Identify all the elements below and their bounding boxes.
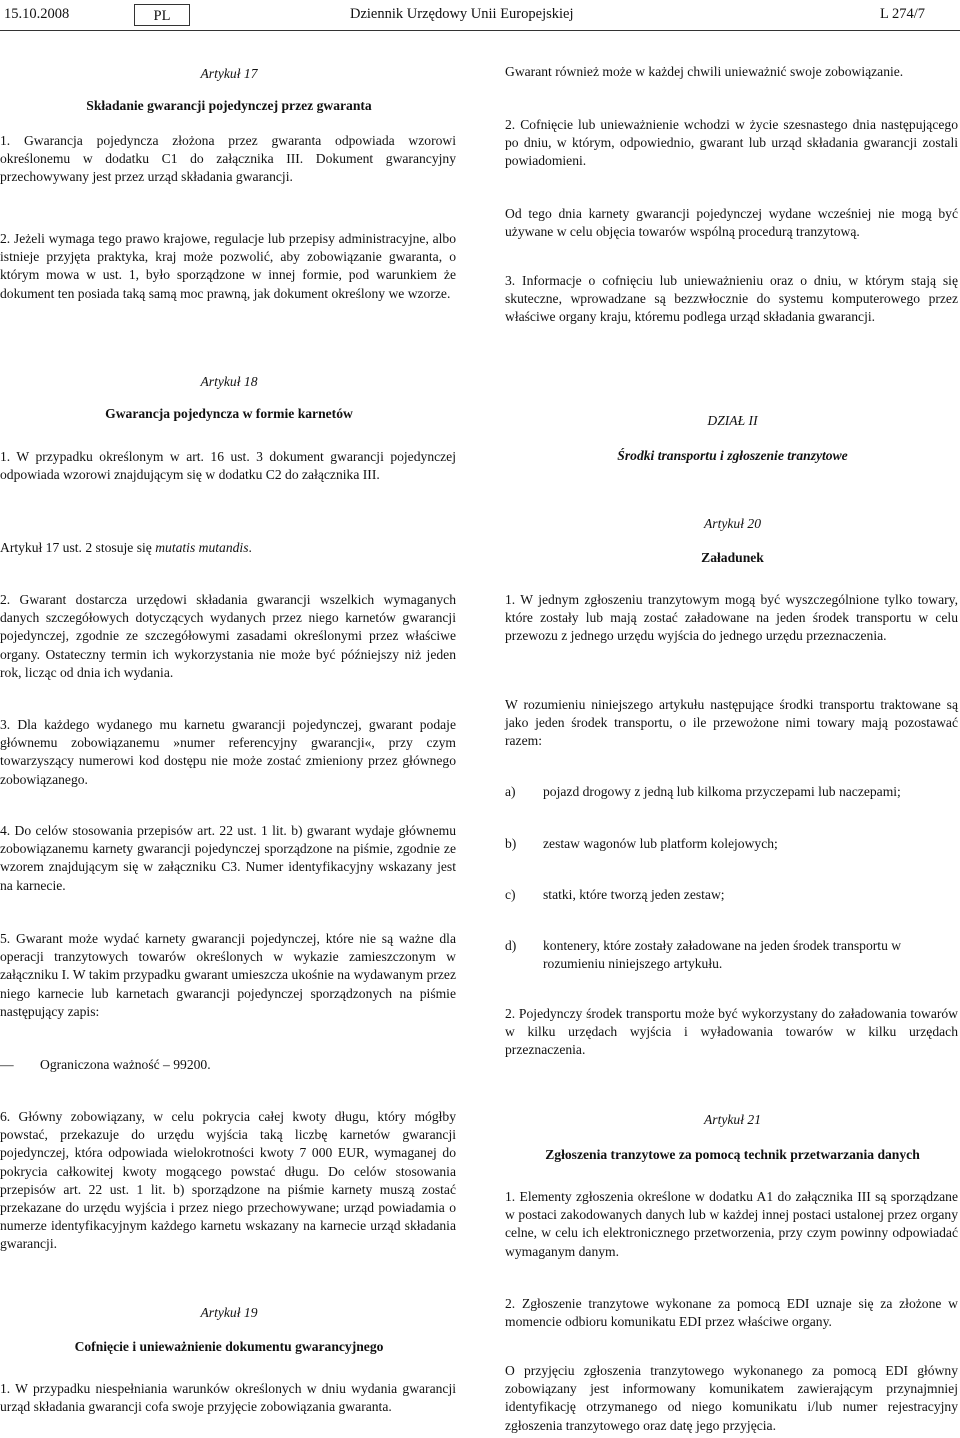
article-19-paragraph-1b: Gwarant również może w każdej chwili unieważnić swoje zobowiązanie. xyxy=(505,64,904,79)
list-text: pojazd drogowy z jedną lub kilkoma przyczepami lub naczepami; xyxy=(543,784,901,799)
journal-title: Dziennik Urzędowy Unii Europejskiej xyxy=(350,6,574,22)
article-20-label: Artykuł 20 xyxy=(703,516,761,531)
dash-mark: — xyxy=(0,1057,14,1072)
art18-p1b-italic: mutatis mutandis xyxy=(155,540,249,555)
list-item-c xyxy=(505,886,960,906)
header-rule xyxy=(0,30,960,31)
dash-text: Ograniczona ważność – 99200. xyxy=(40,1057,211,1072)
article-18-paragraph-5: 5. Gwarant może wydać karnety gwarancji pojedynczej, które nie są ważne dla operacji tranzytowych towarów określonych w wykazie zamieszczonym w załączniku I. W takim przypadku gwarant umieszcza ukośnie na wydawanym przez niego karnecie lub karnetach gwarancji pojedynczej sporządzonych na piśmie następujący zapis: xyxy=(0,931,456,1019)
article-18-paragraph-6: 6. Główny zobowiązany, w celu pokrycia całej kwoty długu, który mógłby powstać, przekazuje do urzędu wyjścia taką liczbę karnetów gwarancji pojedynczej, która odpowiada wielokrotności kwoty 7 000 EUR, wymaganej do pokrycia całkowitej kwoty mogącego powstać długu. Do celów stosowania przepisów art. 22 ust. 1 lit. b) sporządzone na piśmie karnety muszą zostać przekazane do urzędu wyjścia i przez niego przechowywane; urząd powiadamia o numerze identyfikacyjnym każdego karnetu wskazany na karnecie urząd składania gwarancji. xyxy=(0,1109,456,1252)
article-20-paragraph-1: 1. W jednym zgłoszeniu tranzytowym mogą być wyszczególnione tylko towary, które zostały lub mają zostać załadowane na jeden środek transportu w celu przewozu z jednego urzędu wyjścia do jednego urzędu przeznaczenia. xyxy=(505,592,958,644)
list-item-a xyxy=(505,783,960,803)
list-text: kontenery, które zostały załadowane na jeden środek transportu w rozumieniu niniejszego artykułu. xyxy=(543,938,902,972)
division-title: Środki transportu i zgłoszenie tranzytowe xyxy=(617,448,848,463)
list-item-d xyxy=(505,937,960,977)
article-19-title: Cofnięcie i unieważnienie dokumentu gwarancyjnego xyxy=(74,1339,384,1354)
list-marker: d) xyxy=(505,938,517,953)
list-marker: a) xyxy=(505,784,516,799)
article-21-paragraph-1: 1. Elementy zgłoszenia określone w dodatku A1 do załącznika III są sporządzane w postaci zakodowanych danych lub w każdej innej postaci ustalonej przez organy celne, w celu ich elektronicznego przetworzenia, przy czym powinny odpowiadać wymaganym danym. xyxy=(505,1189,958,1259)
list-marker: b) xyxy=(505,836,517,851)
article-19-label: Artykuł 19 xyxy=(200,1305,258,1320)
article-18-label: Artykuł 18 xyxy=(200,374,258,389)
article-20-title: Załadunek xyxy=(701,550,764,565)
article-18-paragraph-3: 3. Dla każdego wydanego mu karnetu gwarancji pojedynczej, gwarant podaje głównemu zobowiązanemu »numer referencyjny gwarancji«, przy czym towarzyszący numerowi kod dostępu nie może zostać zmieniony przez głównego zobowiązanego. xyxy=(0,717,456,787)
article-17-paragraph-2: 2. Jeżeli wymaga tego prawo krajowe, regulacje lub przepisy administracyjne, albo istnieje przyjęta praktyka, kraj może pozwolić, aby zobowiązanie gwaranta, o którym mowa w ust. 1, było sporządzone w innej formie, pod warunkiem że dokument ten posiada taką samą moc prawną, jak dokument określony we wzorze. xyxy=(0,231,456,301)
article-17-title: Składanie gwarancji pojedynczej przez gwaranta xyxy=(86,98,372,113)
article-19-paragraph-2b: Od tego dnia karnety gwarancji pojedynczej wydane wcześniej nie mogą być używane w celu objęcia towarów wspólną procedurą tranzytową. xyxy=(505,206,958,240)
article-19-paragraph-3: 3. Informacje o cofnięciu lub unieważnieniu oraz o dniu, w którym stają się skuteczne, wprowadzane są bezzwłocznie do systemu komputerowego przez właściwe organy kraju, któremu podlega urząd składania gwarancji. xyxy=(505,273,958,325)
list-item-b xyxy=(505,835,960,855)
article-19-paragraph-1: 1. W przypadku niespełniania warunków określonych w dniu wydania gwarancji urząd składania gwarancji cofa swoje przyjęcie zobowiązania gwaranta. xyxy=(0,1381,456,1415)
list-marker: c) xyxy=(505,887,516,902)
article-20-paragraph-2: 2. Pojedynczy środek transportu może być wykorzystany do załadowania towarów w kilku urzędach wyjścia i wyładowania towarów w kilku urzędach przeznaczenia. xyxy=(505,1006,958,1058)
publication-date: 15.10.2008 xyxy=(4,6,70,22)
list-text: zestaw wagonów lub platform kolejowych; xyxy=(543,836,778,851)
article-18-paragraph-2: 2. Gwarant dostarcza urzędowi składania gwarancji wszelkich wymaganych danych szczegółowych dotyczących wydanych przez niego karnetów gwarancji pojedynczej, zgodnie ze szczegółowymi zasadami określonymi przez właściwe organy. Ostateczny termin ich wykorzystania nie może być późniejszy niż jeden rok, licząc od dnia ich wydania. xyxy=(0,592,456,680)
language-badge: PL xyxy=(134,4,190,26)
article-17-label: Artykuł 17 xyxy=(200,66,258,81)
article-18-paragraph-1b xyxy=(0,539,456,557)
page-reference: L 274/7 xyxy=(880,6,925,22)
article-21-paragraph-2b: O przyjęciu zgłoszenia tranzytowego wykonanego za pomocą EDI główny zobowiązany jest informowany komunikatem zawierającym przynajmniej identyfikację otrzymanego od niego komunikatu i/lub numer rejestracyjny zgłoszenia tranzytowego oraz datę jego przyjęcia. xyxy=(505,1363,958,1433)
article-18-title: Gwarancja pojedyncza w formie karnetów xyxy=(105,406,353,421)
article-20-paragraph-1b: W rozumieniu niniejszego artykułu następujące środki transportu traktowane są jako jeden środek transportu, o ile przewożone nimi towary mają pozostawać razem: xyxy=(505,697,958,749)
division-label: DZIAŁ II xyxy=(707,413,758,428)
list-text: statki, które tworzą jeden zestaw; xyxy=(543,887,725,902)
article-19-paragraph-2: 2. Cofnięcie lub unieważnienie wchodzi w życie szesnastego dnia następującego po dniu, w którym, odpowiednio, gwarant lub urząd składania gwarancji zostali powiadomieni. xyxy=(505,117,958,169)
article-18-dash-item xyxy=(0,1056,458,1076)
article-21-title: Zgłoszenia tranzytowe za pomocą technik przetwarzania danych xyxy=(545,1147,920,1162)
art18-p1b-suffix: . xyxy=(248,540,252,555)
article-18-paragraph-4: 4. Do celów stosowania przepisów art. 22 ust. 1 lit. b) gwarant wydaje głównemu zobowiązanemu karnety gwarancji pojedynczej sporządzone na piśmie, zgodnie ze wzorem znajdującym się w załączniku C3. Numer identyfikacyjny wskazany jest na karnecie. xyxy=(0,823,456,893)
article-18-paragraph-1: 1. W przypadku określonym w art. 16 ust. 3 dokument gwarancji pojedynczej odpowiada wzorowi znajdującym się w dodatku C2 do załącznika III. xyxy=(0,449,456,483)
article-17-paragraph-1: 1. Gwarancja pojedyncza złożona przez gwaranta odpowiada wzorowi określonemu w dodatku C1 do załącznika III. Dokument gwarancyjny przechowywany jest przez urząd składania gwarancji. xyxy=(0,133,456,185)
art18-p1b-prefix: Artykuł 17 ust. 2 stosuje się xyxy=(0,540,156,555)
article-21-label: Artykuł 21 xyxy=(703,1112,761,1127)
page-header xyxy=(0,5,960,27)
article-21-paragraph-2: 2. Zgłoszenie tranzytowe wykonane za pomocą EDI uznaje się za złożone w momencie odbioru komunikatu EDI przez właściwe organy. xyxy=(505,1296,958,1330)
